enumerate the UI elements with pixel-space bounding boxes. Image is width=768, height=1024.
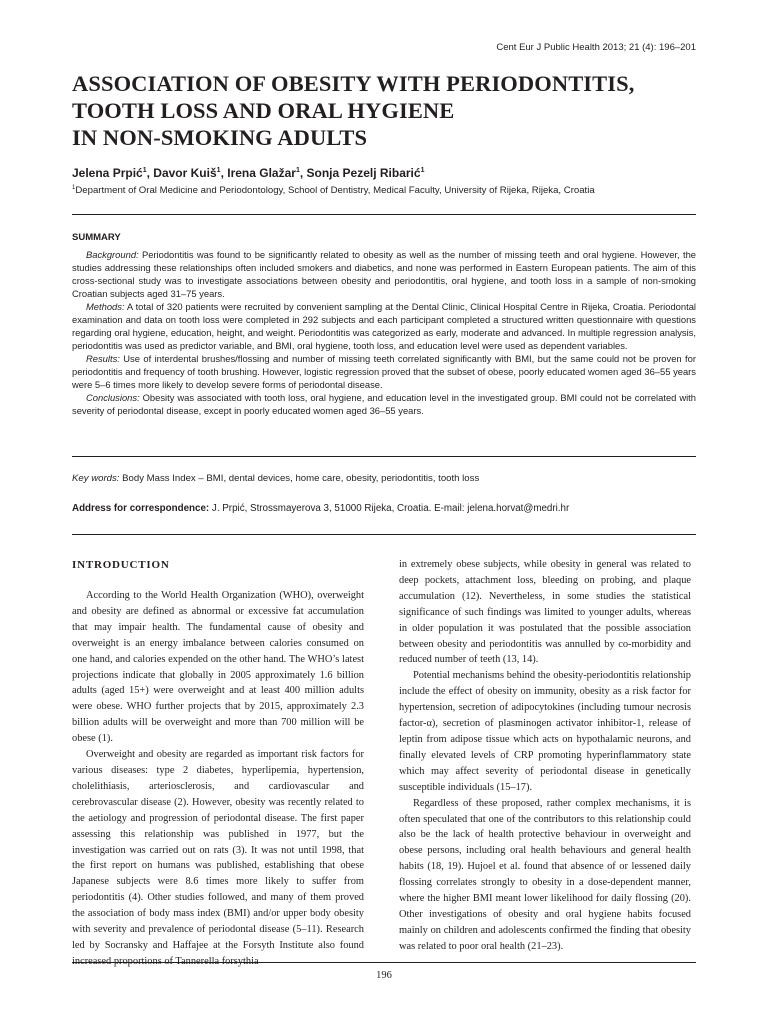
author-separator: , bbox=[146, 166, 154, 180]
author-separator: , bbox=[220, 166, 228, 180]
affiliation-mark: 1 bbox=[72, 185, 76, 191]
summary-results bbox=[72, 352, 696, 391]
summary-label: Background: bbox=[86, 249, 139, 260]
summary-label: Conclusions: bbox=[86, 392, 140, 403]
title-line: ASSOCIATION OF OBESITY WITH PERIODONTITIS, bbox=[72, 71, 635, 96]
correspondence-address bbox=[72, 503, 696, 514]
correspondence-label: Address for correspondence: bbox=[72, 503, 210, 514]
divider bbox=[72, 214, 696, 215]
summary-label: Results: bbox=[86, 353, 120, 364]
body-paragraph: Overweight and obesity are regarded as important risk factors for various diseases: type 2 diabetes, hyperlipemia, hypertension, cholelithiasis, arteriosclerosis, and cardiovascular and cerebrovascular disease (2). However, obesity was recently related to the aetiology and progression of periodontal disease. The first paper assessing this relationship was published in 1977, but the investigation was carried out on rats (3). It was not until 1998, that the first report on humans was published, establishing that obese Japanese subjects were 8.6 times more likely to suffer from periodontitis (4). Other studies followed, and many of them proved the association of body mass index (BMI) and/or upper body obesity with severity and prevalence of periodontal disease (5–11). Research led by Socransky and Haffajee at the Forsyth Institute also found increased proportions of Tannerella forsythia bbox=[72, 749, 364, 967]
author-name: Irena Glažar bbox=[227, 166, 296, 180]
body-paragraph: Potential mechanisms behind the obesity-periodontitis relationship include the effect of obesity on immunity, obesity as a risk factor for hypertension, secretion of adipocytokines (including tumour necrosis factor-α), secretion of plasminogen activator inhibitor-1, release of leptin from adipose tissue which acts on hypothalamic neurons, and finally elevated levels of CRP promoting hyperinflammatory state which may affect severity of periodontal disease in genetically susceptible individuals (15–17). bbox=[399, 670, 691, 793]
keywords-label: Key words: bbox=[72, 473, 120, 484]
section-heading-introduction: INTRODUCTION bbox=[72, 559, 170, 571]
author-name: Davor Kuiš bbox=[153, 166, 217, 180]
body-paragraph: According to the World Health Organization (WHO), overweight and obesity are defined as abnormal or excessive fat accumulation that may impair health. The fundamental cause of obesity and overweight is an energy imbalance between calories consumed on one hand, and calories expended on the other hand. The WHO’s latest projections indicate that globally in 2005 approximately 1.6 billion adults (aged 15+) were overweight and at least 400 million adults were obese. WHO further projects that by 2015, approximately 2.3 billion adults will be overweight and more than 700 million will be obese (1). bbox=[72, 590, 364, 745]
author-affiliation-mark: 1 bbox=[420, 167, 425, 174]
affiliation-text: Department of Oral Medicine and Periodontology, School of Dentistry, Medical Faculty, University of Rijeka, Rijeka, Croatia bbox=[75, 185, 595, 197]
footer-divider bbox=[72, 962, 696, 963]
author-name: Sonja Pezelj Ribarić bbox=[306, 166, 421, 180]
divider bbox=[72, 456, 696, 457]
body-paragraph: in extremely obese subjects, while obesity in general was related to deep pockets, attachment loss, bleeding on probing, and plaque accumulation (12). Nevertheless, in some studies the statistical significance of such findings was limited to younger adults, whereas in older population it was postulated that the possible association between obesity and periodontitis was annulled by co-morbidity and reduced number of teeth (13, 14). bbox=[399, 559, 691, 666]
summary-text: A total of 320 patients were recruited by convenient sampling at the Dental Clinic, Clinical Hospital Centre in Rijeka, Croatia. Periodontal examination and data on tooth loss were completed in 292 subjects and each participant completed a structured written questionnaire with questions regarding oral hygiene, education, height, and weight. Periodontitis was categorized as early, moderate and advanced. In multiple regression analysis, periodontitis was used as predictor variable, and BMI, oral hygiene, tooth loss, and education level were used as dependent variables. bbox=[72, 301, 696, 351]
right-column bbox=[399, 557, 691, 955]
summary-conclusions bbox=[72, 391, 696, 417]
summary-heading: SUMMARY bbox=[72, 232, 121, 243]
correspondence-text: J. Prpić, Strossmayerova 3, 51000 Rijeka, Croatia. E-mail: jelena.horvat@medri.hr bbox=[209, 503, 570, 514]
summary-label: Methods: bbox=[86, 301, 125, 312]
author-affiliation-mark: 1 bbox=[295, 167, 300, 174]
author-list bbox=[72, 166, 424, 180]
title-line: TOOTH LOSS AND ORAL HYGIENE bbox=[72, 98, 455, 123]
article-title bbox=[72, 70, 702, 151]
summary-text: Periodontitis was found to be significantly related to obesity as well as the number of missing teeth and oral hygiene. However, the studies addressing these relationships often included smokers and diabetics, and none was performed in Eastern European patients. The aim of this cross-sectional study was to investigate associations between obesity and periodontitis, oral hygiene, and tooth loss in a sample of non-smoking Croatian subjects aged 31–75 years. bbox=[72, 249, 696, 299]
body-paragraph: Regardless of these proposed, rather complex mechanisms, it is often speculated that one of the contributors to this relationship could also be the lack of health protective behaviour in overweight and obese persons, including oral health behaviours and general health habits (18, 19). Hujoel et al. found that absence of or lessened daily flossing correlates strongly to obesity in a dose-dependent manner, where the higher BMI meant lower likelihood for daily flossing (20). Other investigations of obesity and oral hygiene habits focused mainly on children and adolescents confirmed the finding that obesity was related to poor oral health (21–23). bbox=[399, 797, 691, 952]
author-affiliation-mark: 1 bbox=[142, 167, 147, 174]
author-separator: , bbox=[299, 166, 307, 180]
author-name: Jelena Prpić bbox=[72, 166, 143, 180]
divider bbox=[72, 534, 696, 535]
title-line: IN NON-SMOKING ADULTS bbox=[72, 125, 368, 150]
summary-section bbox=[72, 232, 696, 417]
summary-background bbox=[72, 248, 696, 300]
journal-reference: Cent Eur J Public Health 2013; 21 (4): 196–201 bbox=[496, 42, 696, 53]
summary-text: Use of interdental brushes/flossing and number of missing teeth correlated significantly with BMI, but the same could not be proven for periodontitis and frequency of tooth brushing. However, logistic regression proved that the subset of obese, poorly educated women aged 36–55 years were 5–6 times more likely to develop severe forms of periodontal disease. bbox=[72, 353, 696, 390]
author-affiliation-mark: 1 bbox=[216, 167, 221, 174]
page-number: 196 bbox=[376, 970, 392, 981]
summary-text: Obesity was associated with tooth loss, oral hygiene, and education level in the investigated group. BMI could not be correlated with severity of periodontal disease, except in poorly educated women aged 36–55 years. bbox=[72, 392, 696, 416]
keywords-text: Body Mass Index – BMI, dental devices, home care, obesity, periodontitis, tooth loss bbox=[119, 473, 480, 484]
left-column bbox=[72, 555, 364, 970]
keywords bbox=[72, 473, 696, 484]
affiliation bbox=[72, 185, 595, 196]
summary-methods bbox=[72, 300, 696, 352]
